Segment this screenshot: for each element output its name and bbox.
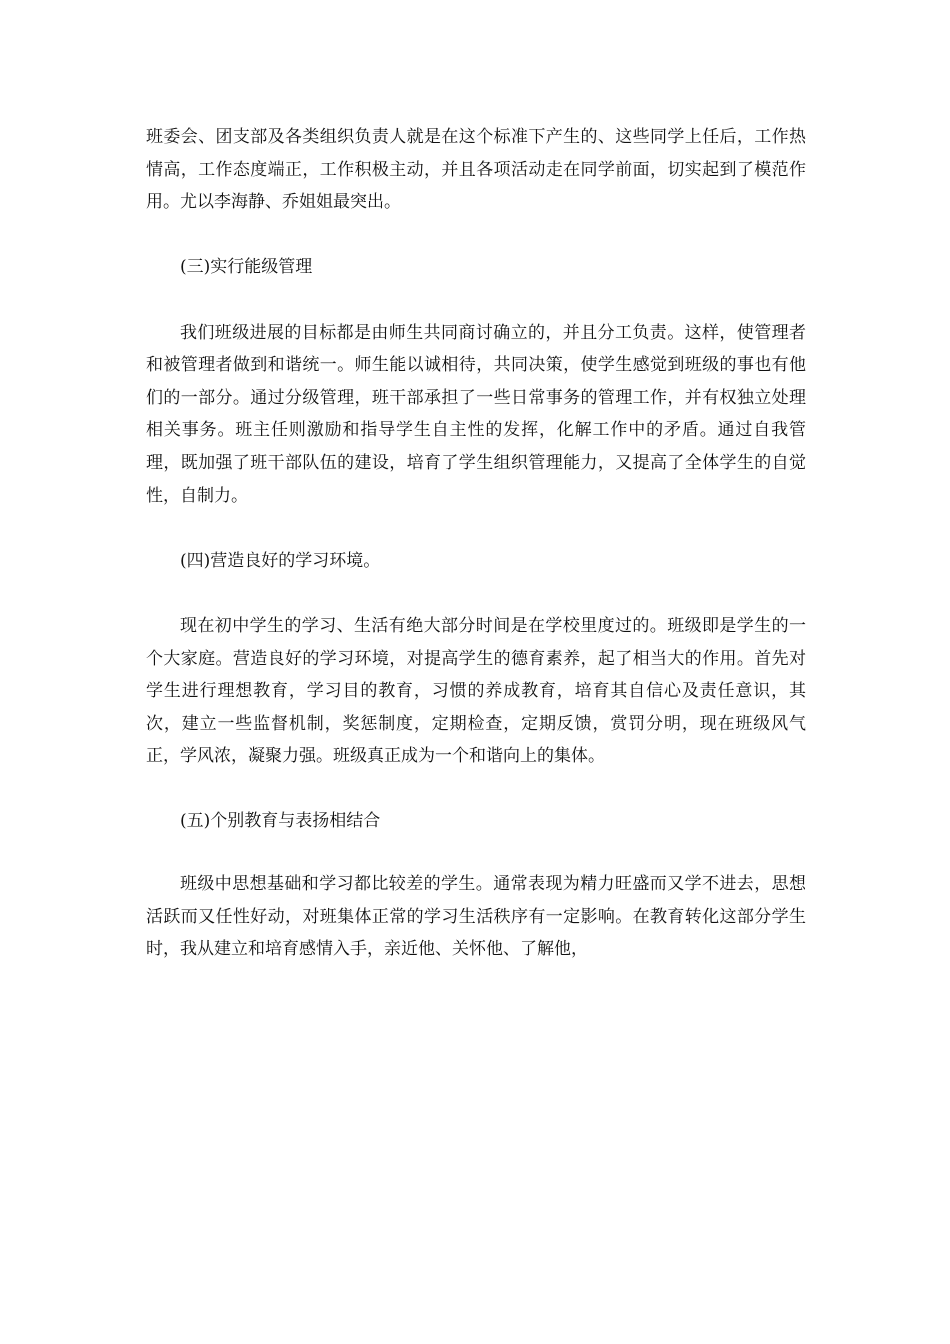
paragraph-gap (146, 284, 806, 317)
paragraph-individual-education: 班级中思想基础和学习都比较差的学生。通常表现为精力旺盛而又学不进去，思想活跃而又任性好动，对班集体正常的学习生活秩序有一定影响。在教育转化这部分学生时，我从建立和培育感情入手，亲近他、关怀他、了解他， (146, 874, 806, 960)
paragraph-learning-environment: 现在初中学生的学习、生活有绝大部分时间是在学校里度过的。班级即是学生的一个大家庭。营造良好的学习环境，对提高学生的德育素养，起了相当大的作用。首先对学生进行理想教育，学习目的教育，习惯的养成教育，培育其自信心及责任意识，其次，建立一些监督机制，奖惩制度，定期检查，定期反馈，赏罚分明，现在班级风气正，学风浓，凝聚力强。班级真正成为一个和谐向上的集体。 (146, 615, 806, 767)
paragraph-gap (146, 512, 806, 545)
paragraph-gap (146, 838, 806, 868)
heading-level-management: (三)实行能级管理 (180, 257, 313, 278)
paragraph-class-committee: 班委会、团支部及各类组织负责人就是在这个标准下产生的、这些同学上任后，工作热情高，工作态度端正，工作积极主动，并且各项活动走在同学前面，切实起到了模范作用。尤以李海静、乔姐姐最突出。 (146, 127, 806, 213)
heading-learning-environment: (四)营造良好的学习环境。 (180, 550, 381, 571)
paragraph-gap (146, 773, 806, 806)
paragraph-gap (146, 577, 806, 610)
heading-individual-education: (五)个别教育与表扬相结合 (180, 811, 381, 832)
paragraph-gap (146, 219, 806, 252)
document-page (146, 121, 806, 966)
paragraph-level-management: 我们班级进展的目标都是由师生共同商讨确立的，并且分工负责。这样，使管理者和被管理者做到和谐统一。师生能以诚相待，共同决策，使学生感觉到班级的事也有他们的一部分。通过分级管理，班干部承担了一些日常事务的管理工作，并有权独立处理相关事务。班主任则激励和指导学生自主性的发挥，化解工作中的矛盾。通过自我管理，既加强了班干部队伍的建设，培育了学生组织管理能力，又提高了全体学生的自觉性，自制力。 (146, 322, 806, 506)
